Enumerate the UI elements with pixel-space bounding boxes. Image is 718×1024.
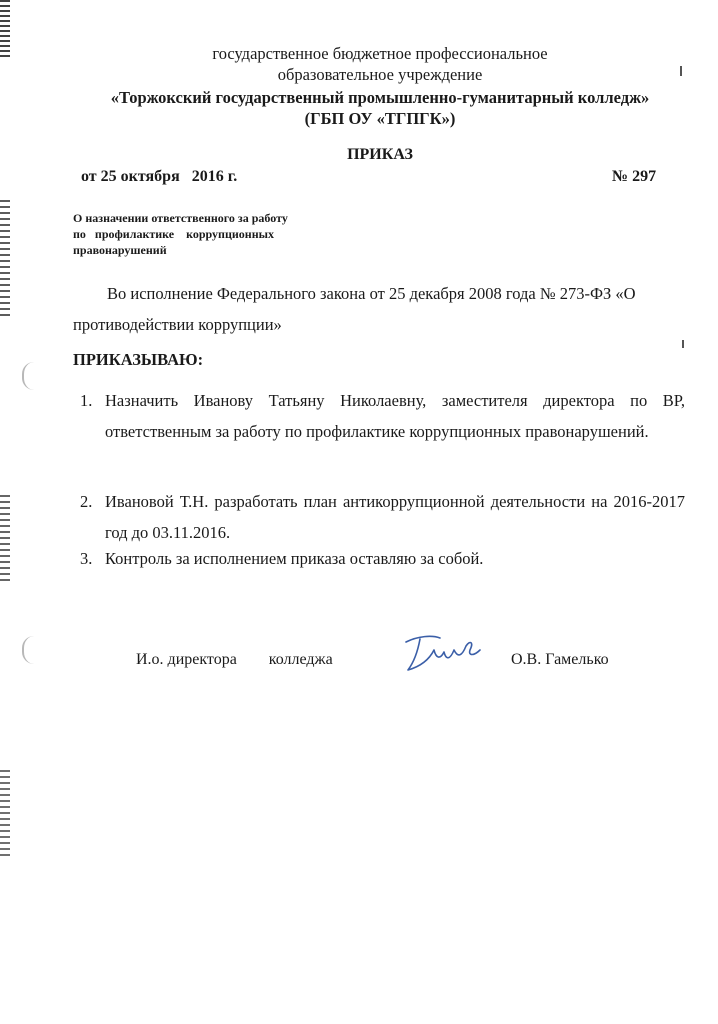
punch-hole-mark: [22, 362, 36, 390]
subject-line: правонарушений: [73, 243, 167, 257]
order-subject: [73, 210, 288, 258]
signatory-post: И.о. директора колледжа: [136, 651, 333, 668]
order-date: от 25 октября 2016 г.: [81, 168, 238, 185]
order-item: [80, 543, 685, 574]
header-org-name: «Торжокский государственный промышленно-гуманитарный колледж»: [110, 88, 650, 107]
order-number: № 297: [612, 168, 657, 185]
header-org-kind: образовательное учреждение: [277, 65, 483, 84]
scan-speck: [680, 66, 682, 76]
header-org-type: государственное бюджетное профессиональное: [212, 44, 548, 63]
order-item: [80, 486, 685, 548]
scan-edge-artifact: [0, 770, 10, 860]
subject-line: по профилактике коррупционных: [73, 227, 274, 241]
header-org-abbr: (ГБП ОУ «ТГПГК»): [304, 109, 456, 128]
scan-edge-artifact: [0, 495, 10, 585]
item-number: 3.: [80, 549, 93, 568]
preamble-line: Во исполнение Федерального закона от 25 декабря 2008 года № 273-ФЗ «О: [107, 284, 636, 303]
scan-speck: [682, 340, 684, 348]
scan-edge-artifact: [0, 0, 10, 60]
item-number: 2.: [80, 492, 93, 511]
order-title: ПРИКАЗ: [347, 146, 413, 163]
subject-line: О назначении ответственного за работу: [73, 211, 288, 225]
order-item: [80, 385, 685, 447]
item-text: Ивановой Т.Н. разработать план антикоррупционной деятельности на 2016-2017 год до 03.11.2016.: [105, 492, 685, 542]
handwritten-signature-icon: [400, 630, 490, 676]
signatory-name: О.В. Гамелько: [511, 651, 609, 668]
item-text: Назначить Иванову Татьяну Николаевну, заместителя директора по ВР, ответственным за работу по профилактике коррупционных правонарушений.: [105, 391, 685, 441]
scan-edge-artifact: [0, 200, 10, 320]
punch-hole-mark: [22, 636, 36, 664]
item-text: Контроль за исполнением приказа оставляю за собой.: [105, 549, 484, 568]
preamble-line: противодействии коррупции»: [73, 315, 282, 334]
order-verb: ПРИКАЗЫВАЮ:: [73, 350, 204, 369]
item-number: 1.: [80, 391, 93, 410]
